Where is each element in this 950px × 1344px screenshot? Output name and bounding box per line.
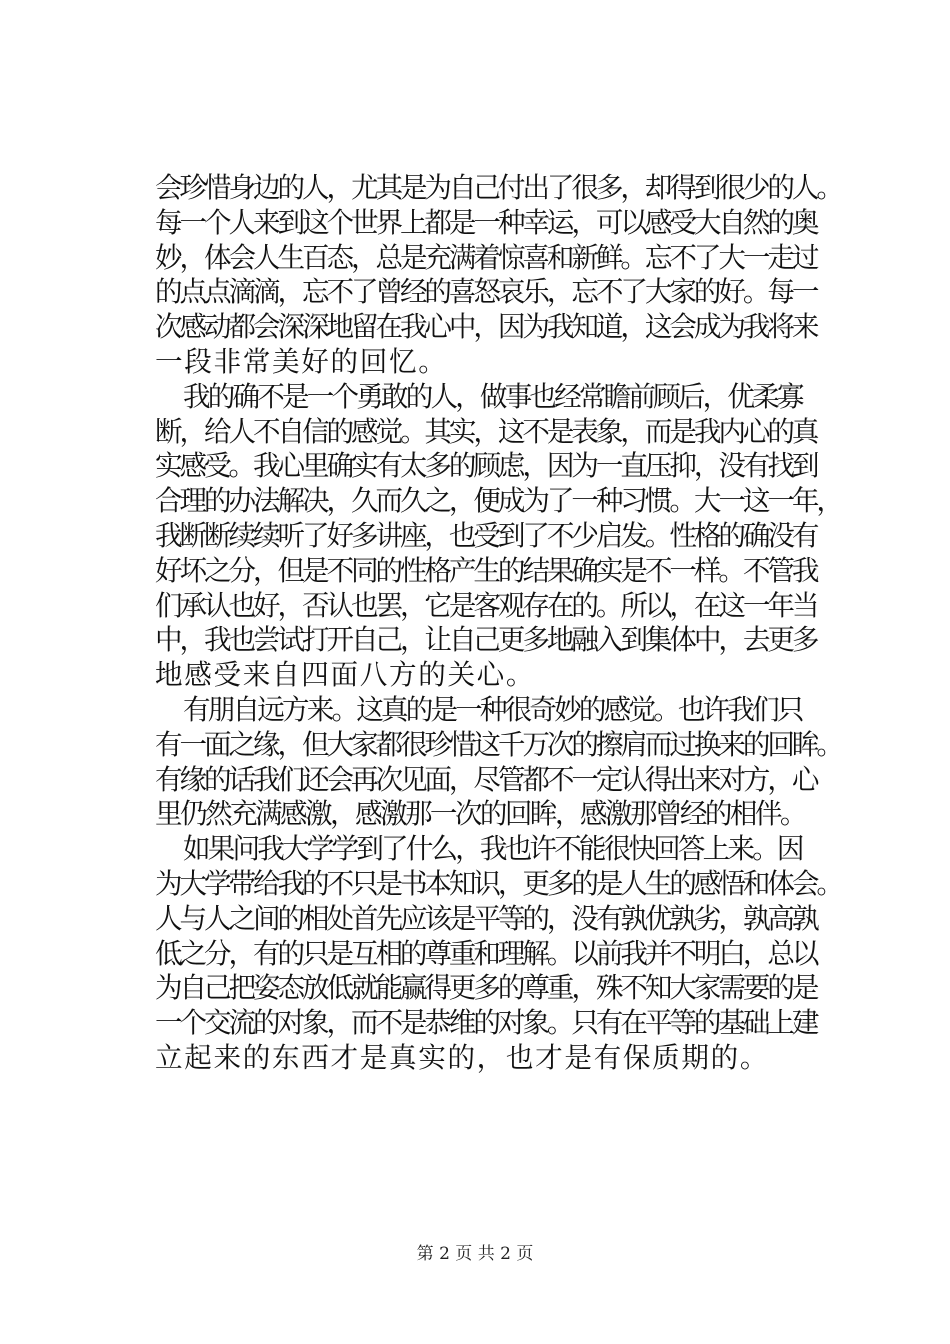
text-line: 低之分，有的只是互相的尊重和理解。以前我并不明白，总以 [155, 936, 817, 970]
text-line: 有一面之缘，但大家都很珍惜这千万次的擦肩而过换来的回眸。 [155, 727, 841, 761]
text-line: 中，我也尝试打开自己，让自己更多地融入到集体中，去更多 [155, 623, 817, 657]
text-line: 会珍惜身边的人，尤其是为自己付出了很多，却得到很少的人。 [155, 171, 841, 204]
text-line: 们承认也好，否认也罢，它是客观存在的。所以，在这一年当 [155, 588, 817, 622]
text-line: 好坏之分，但是不同的性格产生的结果确实是不一样。不管我 [155, 553, 817, 587]
text-line: 我的确不是一个勇敢的人，做事也经常瞻前顾后，优柔寡 [183, 379, 802, 413]
text-line: 实感受。我心里确实有太多的顾虑，因为一直压抑，没有找到 [155, 449, 817, 483]
text-line: 有缘的话我们还会再次见面，尽管都不一定认得出来对方，心 [155, 762, 817, 796]
text-line: 妙，体会人生百态，总是充满着惊喜和新鲜。忘不了大一走过 [155, 240, 817, 274]
text-line: 每一个人来到这个世界上都是一种幸运，可以感受大自然的奥 [155, 205, 817, 239]
text-line: 有朋自远方来。这真的是一种很奇妙的感觉。也许我们只 [183, 692, 802, 726]
text-line: 合理的办法解决，久而久之，便成为了一种习惯。大一这一年， [155, 484, 841, 518]
body-text [155, 171, 841, 1076]
text-line: 断，给人不自信的感觉。其实，这不是表象，而是我内心的真 [155, 414, 817, 448]
text-line: 如果问我大学学到了什么，我也许不能很快回答上来。因 [183, 832, 802, 866]
text-line: 人与人之间的相处首先应该是平等的，没有孰优孰劣，孰高孰 [155, 901, 817, 935]
text-line: 立起来的东西才是真实的，也才是有保质期的。 [155, 1040, 770, 1074]
text-line: 的点点滴滴，忘不了曾经的喜怒哀乐，忘不了大家的好。每一 [155, 275, 817, 309]
text-line: 次感动都会深深地留在我心中，因为我知道，这会成为我将来 [155, 310, 817, 344]
text-line: 一段非常美好的回忆。 [155, 344, 448, 378]
text-line: 为自己把姿态放低就能赢得更多的尊重，殊不知大家需要的是 [155, 971, 817, 1005]
text-line: 地感受来自四面八方的关心。 [155, 658, 536, 692]
text-line: 我断断续续听了好多讲座，也受到了不少启发。性格的确没有 [155, 518, 817, 552]
page-number-footer: 第 2 页 共 2 页 [416, 1244, 534, 1264]
text-line: 为大学带给我的不只是书本知识，更多的是人生的感悟和体会。 [155, 866, 841, 900]
text-line: 一个交流的对象，而不是恭维的对象。只有在平等的基础上建 [155, 1006, 817, 1040]
text-line: 里仍然充满感激，感激那一次的回眸，感激那曾经的相伴。 [155, 797, 805, 831]
